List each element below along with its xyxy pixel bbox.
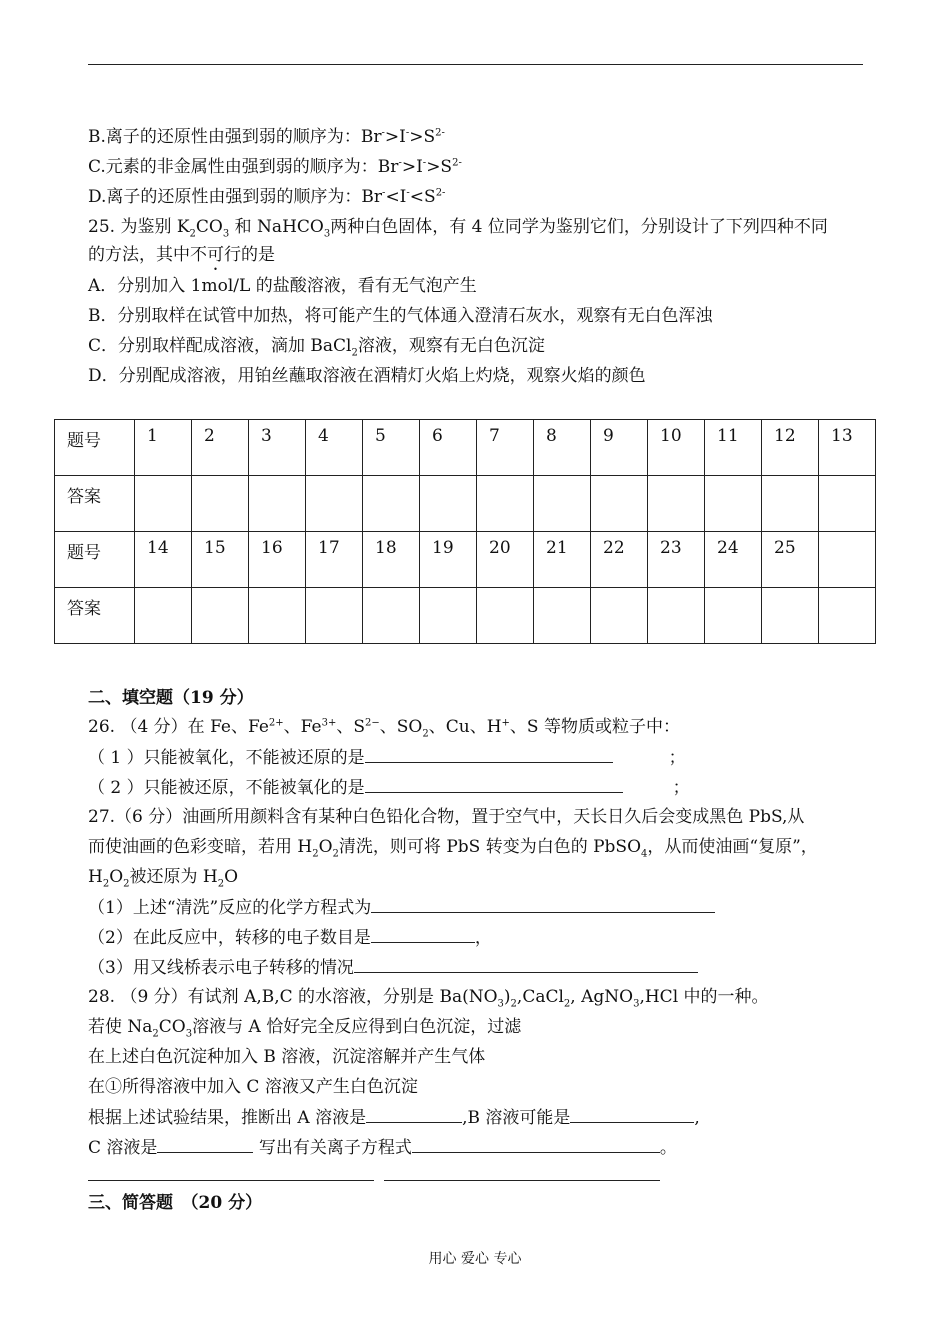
q28-line5: 根据上述试验结果，推断出 A 溶液是 ,B 溶液可能是 , bbox=[88, 1108, 700, 1128]
q28-equation-blank[interactable] bbox=[412, 1136, 660, 1153]
question-number-cell: 4 bbox=[306, 420, 363, 476]
answer-cell[interactable] bbox=[705, 588, 762, 644]
question-number-cell: 15 bbox=[192, 532, 249, 588]
number-row-1 bbox=[55, 420, 876, 476]
q25-stem-line2: 的方法，其中不可行的是 bbox=[88, 245, 275, 265]
question-number-cell: 12 bbox=[762, 420, 819, 476]
question-number-cell: 11 bbox=[705, 420, 762, 476]
q28-equation-blank-2[interactable] bbox=[88, 1180, 374, 1181]
answer-cell[interactable] bbox=[819, 476, 876, 532]
question-number-cell: 13 bbox=[819, 420, 876, 476]
answer-cell[interactable] bbox=[648, 588, 705, 644]
q28-c-blank[interactable] bbox=[157, 1136, 253, 1153]
answer-cell[interactable] bbox=[534, 476, 591, 532]
answer-cell[interactable] bbox=[819, 588, 876, 644]
question-number-cell: 3 bbox=[249, 420, 306, 476]
question-number-cell: 18 bbox=[363, 532, 420, 588]
q28-line3: 在上述白色沉淀种加入 B 溶液，沉淀溶解并产生气体 bbox=[88, 1047, 486, 1067]
option-c-prev: C.元素的非金属性由强到弱的顺序为：$Br^->I^->S^{2-}$ bbox=[88, 157, 462, 177]
answer-cell[interactable] bbox=[135, 588, 192, 644]
section2-title: 二、填空题（19 分） bbox=[88, 688, 254, 708]
question-number-cell: 7 bbox=[477, 420, 534, 476]
question-number-cell bbox=[819, 532, 876, 588]
q26-part1: （ 1 ）只能被氧化，不能被还原的是 ； bbox=[88, 748, 686, 768]
question-number-cell: 6 bbox=[420, 420, 477, 476]
question-number-cell: 23 bbox=[648, 532, 705, 588]
emphasis-not-feasible: 不可行 bbox=[190, 245, 241, 265]
answer-cell[interactable] bbox=[249, 588, 306, 644]
option-d-prev: D.离子的还原性由强到弱的顺序为：$Br^-<I^-<S^{2-}$ bbox=[88, 187, 446, 207]
answer-cell[interactable] bbox=[306, 476, 363, 532]
q28-line6: C 溶液是 写出有关离子方程式 。 bbox=[88, 1138, 677, 1158]
q25-option-b: B．分别取样在试管中加热，将可能产生的气体通入澄清石灰水，观察有无白色浑浊 bbox=[88, 306, 713, 326]
question-number-cell: 16 bbox=[249, 532, 306, 588]
q25-option-a: A．分别加入 1mol/L 的盐酸溶液，看有无气泡产生 bbox=[88, 276, 477, 296]
q28-b-blank[interactable] bbox=[570, 1106, 694, 1123]
q28-line4: 在①所得溶液中加入 C 溶液又产生白色沉淀 bbox=[88, 1077, 418, 1097]
answer-cell[interactable] bbox=[306, 588, 363, 644]
q27-line1: 27.（6 分）油画所用颜料含有某种白色铅化合物，置于空气中，天长日久后会变成黑色 PbS,从 bbox=[88, 807, 805, 827]
answer-cell[interactable] bbox=[477, 476, 534, 532]
row-label: 答案 bbox=[55, 588, 135, 644]
option-b-prev: B.离子的还原性由强到弱的顺序为：$Br^->I^->S^{2-}$ bbox=[88, 127, 445, 147]
q27-part1: （1）上述“清洗”反应的化学方程式为 bbox=[88, 896, 715, 919]
answer-row-2 bbox=[55, 588, 876, 644]
answer-cell[interactable] bbox=[420, 476, 477, 532]
answer-cell[interactable] bbox=[192, 588, 249, 644]
q27-part2: （2）在此反应中，转移的电子数目是 ， bbox=[88, 928, 492, 948]
row-label: 答案 bbox=[55, 476, 135, 532]
answer-cell[interactable] bbox=[420, 588, 477, 644]
q27-line2: 而使油画的色彩变暗，若用 $H_2O_2$清洗，则可将 PbS 转变为白色的 PbSO$_4$，从而使油画“复原”， bbox=[88, 837, 818, 860]
q28-equation-blank-3[interactable] bbox=[384, 1180, 660, 1181]
header-rule bbox=[88, 64, 863, 65]
answer-cell[interactable] bbox=[648, 476, 705, 532]
answer-cell[interactable] bbox=[249, 476, 306, 532]
q27-part3-blank[interactable] bbox=[354, 956, 698, 973]
question-number-cell: 5 bbox=[363, 420, 420, 476]
answer-cell[interactable] bbox=[135, 476, 192, 532]
answer-cell[interactable] bbox=[762, 588, 819, 644]
question-number-cell: 10 bbox=[648, 420, 705, 476]
question-number-cell: 24 bbox=[705, 532, 762, 588]
question-number-cell: 14 bbox=[135, 532, 192, 588]
question-number-cell: 17 bbox=[306, 532, 363, 588]
answer-cell[interactable] bbox=[705, 476, 762, 532]
question-number-cell: 25 bbox=[762, 532, 819, 588]
answer-cell[interactable] bbox=[534, 588, 591, 644]
q28-line2: 若使 $Na_2CO_3$溶液与 A 恰好完全反应得到白色沉淀，过滤 bbox=[88, 1017, 522, 1040]
number-row-2 bbox=[55, 532, 876, 588]
answer-cell[interactable] bbox=[591, 588, 648, 644]
q26-part1-blank[interactable] bbox=[365, 746, 613, 763]
q25-option-d: D．分别配成溶液，用铂丝蘸取溶液在酒精灯火焰上灼烧，观察火焰的颜色 bbox=[88, 366, 646, 386]
q27-part2-blank[interactable] bbox=[371, 926, 475, 943]
answer-cell[interactable] bbox=[363, 588, 420, 644]
q28-line1: 28. （9 分）有试剂 A,B,C 的水溶液，分别是 $Ba(NO_3)_2,CaCl_2$, AgNO$_3$,HCl 中的一种。 bbox=[88, 987, 769, 1010]
section3-title: 三、简答题 （20 分） bbox=[88, 1193, 263, 1213]
q27-part1-blank[interactable] bbox=[371, 896, 715, 913]
answer-cell[interactable] bbox=[363, 476, 420, 532]
q26-part2-blank[interactable] bbox=[365, 776, 623, 793]
question-number-cell: 8 bbox=[534, 420, 591, 476]
row-label: 题号 bbox=[55, 420, 135, 476]
question-number-cell: 9 bbox=[591, 420, 648, 476]
q27-line3: $H_2O_2$被还原为 $H_2O$ bbox=[88, 867, 239, 890]
q25-stem-line1: 25. 为鉴别 $K_2CO_3$ 和 NaHCO$_3$两种白色固体，有 4 位同学为鉴别它们，分别设计了下列四种不同 bbox=[88, 217, 828, 240]
question-number-cell: 19 bbox=[420, 532, 477, 588]
q26-stem: 26. （4 分）在 Fe、$Fe^{2+}$、$Fe^{3+}$、$S^{2-}$、$SO_2$、Cu、H+、S 等物质或粒子中： bbox=[88, 717, 680, 740]
answer-cell[interactable] bbox=[192, 476, 249, 532]
q25-option-c: C．分别取样配成溶液，滴加 BaCl$_2$溶液，观察有无白色沉淀 bbox=[88, 336, 545, 359]
answer-table bbox=[54, 419, 876, 644]
answer-cell[interactable] bbox=[762, 476, 819, 532]
answer-cell[interactable] bbox=[591, 476, 648, 532]
q27-part3: （3）用又线桥表示电子转移的情况 bbox=[88, 956, 698, 979]
answer-cell[interactable] bbox=[477, 588, 534, 644]
answer-row-1 bbox=[55, 476, 876, 532]
question-number-cell: 1 bbox=[135, 420, 192, 476]
row-label: 题号 bbox=[55, 532, 135, 588]
footer-text: 用心 爱心 专心 bbox=[428, 1251, 522, 1267]
question-number-cell: 20 bbox=[477, 532, 534, 588]
q28-a-blank[interactable] bbox=[366, 1106, 462, 1123]
question-number-cell: 21 bbox=[534, 532, 591, 588]
question-number-cell: 2 bbox=[192, 420, 249, 476]
q26-part2: （ 2 ）只能被还原，不能被氧化的是 ； bbox=[88, 778, 690, 798]
question-number-cell: 22 bbox=[591, 532, 648, 588]
